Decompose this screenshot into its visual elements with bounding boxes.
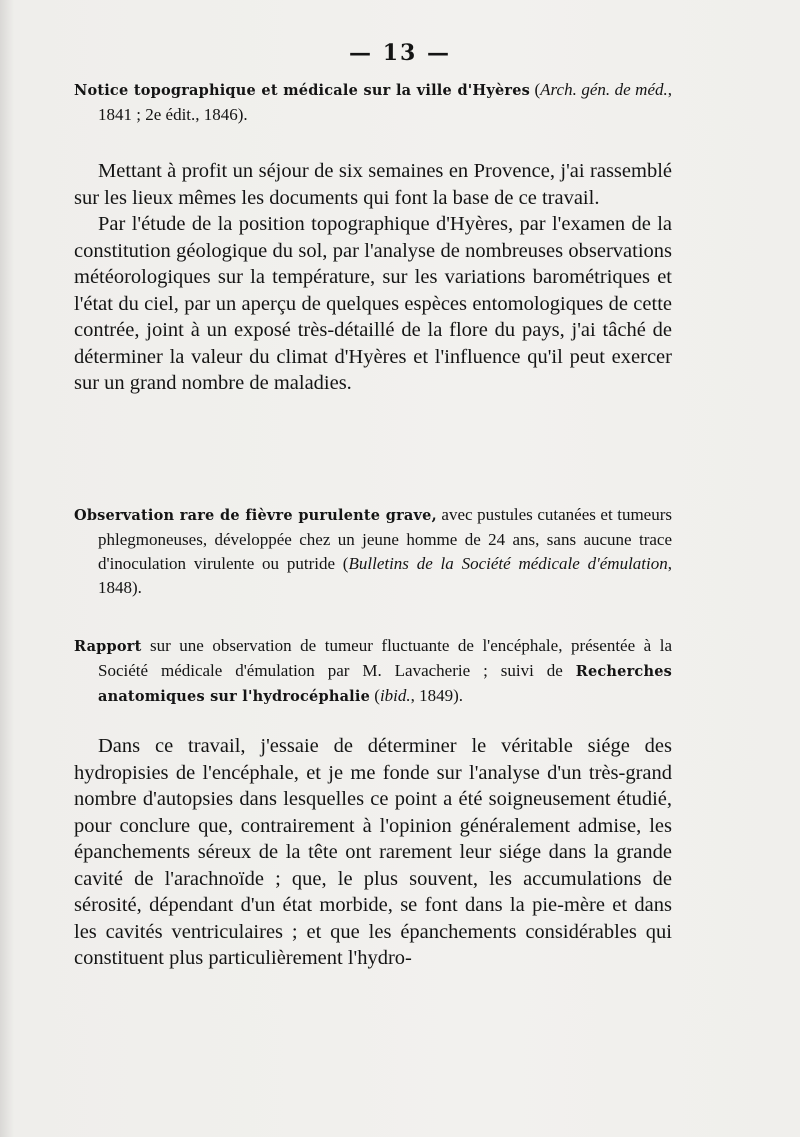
entry-3-body [74,733,672,972]
entry-3-details: , 1849). [410,686,464,705]
entry-3-header [74,634,672,709]
entry-1-paragraph-2: Par l'étude de la position topographique d'Hyères, par l'examen de la constitution géologique du sol, par l'analyse de nombreuses observations météorologiques sur la température, sur les variations barométriques et l'état du ciel, par un aperçu de quelques espèces entomologiques de cette contrée, joint à un exposé très-détaillé de la flore du pays, j'ai tâché de déterminer la valeur du climat d'Hyères et l'influence qu'il peut exercer sur un grand nombre de maladies. [74,213,672,394]
entry-3-text: sur une observation de tumeur fluctuante de l'encéphale, présentée à la Société médicale d'émulation par M. Lavacherie ; suivi de [98,636,672,680]
entry-1-body [74,158,672,397]
entry-3-citation-open: ( [370,686,380,705]
entry-3-title-2: Recherches anatomiques sur l'hydrocéphalie [98,663,672,705]
entry-2-details: , 1848). [98,554,672,597]
entry-1-header [74,78,672,127]
entry-1-details: , 1841 ; 2e édit., 1846). [98,80,672,124]
entry-2-text: avec pustules cutanées et tumeurs phlegmoneuses, développée chez un jeune homme de 24 ans, sans aucune trace d'inoculation virulente ou putride ( [98,505,673,573]
entry-1-citation-open: ( [530,80,541,99]
entry-3-paragraph-1: Dans ce travail, j'essaie de déterminer le véritable siége des hydropisies de l'encéphale, et je me fonde sur l'analyse d'un très-grand nombre d'autopsies dans lesquelles ce point a été soigneusement étudié, pour conclure que, contrairement à l'opinion généralement admise, les épanchements séreux de la tête ont rarement leur siége dans la grande cavité de l'arachnoïde ; que, le plus souvent, les accumulations de sérosité, dépendant d'un état morbide, se font dans la pie-mère et dans les cavités ventriculaires ; et que les épanchements considérables qui constituent plus particulièrement l'hydro- [74,735,672,969]
entry-1-journal: Arch. gén. de méd. [540,80,668,99]
entry-1-paragraph-1: Mettant à profit un séjour de six semaines en Provence, j'ai rassemblé sur les lieux mêmes les documents qui font la base de ce travail. [74,160,672,209]
page-number: — 13 — [349,40,451,66]
entry-2-journal: Bulletins de la Société médicale d'émulation [348,554,668,573]
entry-2 [74,503,672,600]
entry-3-title: Rapport [74,638,142,655]
entry-2-title: Observation rare de fièvre purulente grave, [74,507,437,524]
entry-3-journal: ibid. [379,686,411,705]
entry-1-title: Notice topographique et médicale sur la ville d'Hyères [74,82,530,99]
